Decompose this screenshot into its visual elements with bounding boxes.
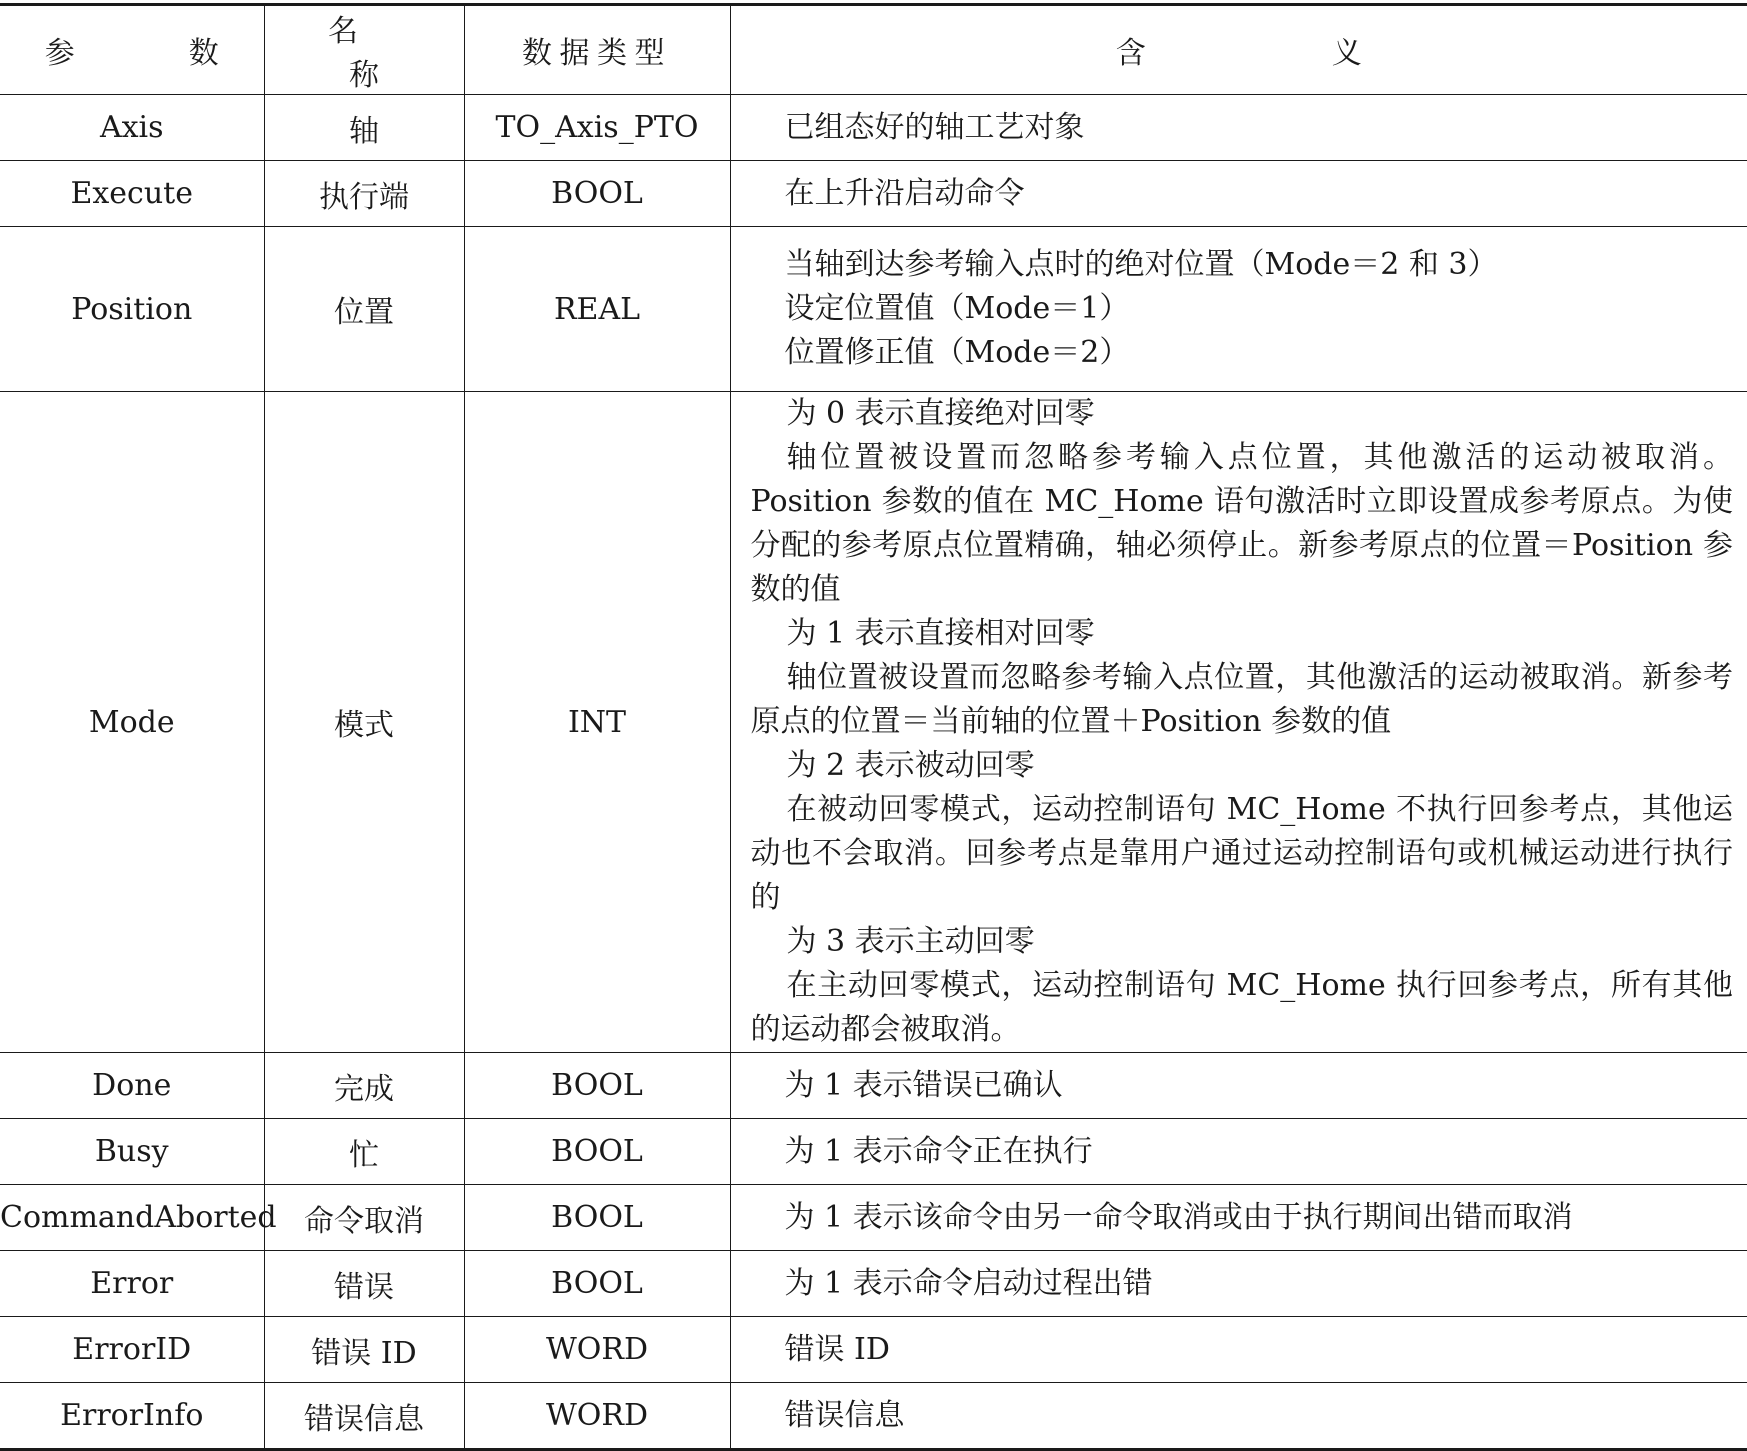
cell-meaning: 为 1 表示命令启动过程出错 [730, 1251, 1747, 1317]
cell-name: 命令取消 [264, 1185, 464, 1251]
cell-param: ErrorInfo [0, 1383, 264, 1450]
cell-type: INT [464, 392, 730, 1053]
cell-meaning: 为 1 表示命令正在执行 [730, 1119, 1747, 1185]
table-row [0, 227, 1747, 392]
table-row [0, 1119, 1747, 1185]
header-param: 参 数 [0, 5, 264, 95]
cell-type: REAL [464, 227, 730, 392]
cell-meaning: 为 1 表示错误已确认 [730, 1053, 1747, 1119]
cell-type: BOOL [464, 161, 730, 227]
cell-type: BOOL [464, 1185, 730, 1251]
cell-meaning: 当轴到达参考输入点时的绝对位置（Mode＝2 和 3） 设定位置值（Mode＝1） 位置修正值（Mode＝2） [730, 227, 1747, 392]
table-row [0, 1053, 1747, 1119]
mode-0-text: 轴位置被设置而忽略参考输入点位置，其他激活的运动被取消。Position 参数的值在 MC_Home 语句激活时立即设置成参考原点。为使分配的参考原点位置精确，轴必须停止。新参考原点的位置＝Position 参数的值 [750, 440, 1733, 607]
cell-param: Done [0, 1053, 264, 1119]
cell-param: Execute [0, 161, 264, 227]
mode-3-title: 为 3 表示主动回零 [786, 924, 1035, 959]
cell-type: WORD [464, 1383, 730, 1450]
cell-name: 模式 [264, 392, 464, 1053]
cell-type: TO_Axis_PTO [464, 95, 730, 161]
cell-param: Position [0, 227, 264, 392]
mode-3-text: 在主动回零模式，运动控制语句 MC_Home 执行回参考点，所有其他的运动都会被取消。 [750, 968, 1733, 1047]
cell-type: WORD [464, 1317, 730, 1383]
cell-type: BOOL [464, 1053, 730, 1119]
parameter-table [0, 3, 1747, 1451]
cell-param: Error [0, 1251, 264, 1317]
header-type: 数据类型 [464, 5, 730, 95]
cell-param: CommandAborted [0, 1185, 264, 1251]
cell-name: 执行端 [264, 161, 464, 227]
cell-name: 位置 [264, 227, 464, 392]
cell-meaning: 在上升沿启动命令 [730, 161, 1747, 227]
cell-meaning: 错误信息 [730, 1383, 1747, 1450]
table-row [0, 1317, 1747, 1383]
table-row [0, 392, 1747, 1053]
cell-name: 错误 [264, 1251, 464, 1317]
cell-param: Mode [0, 392, 264, 1053]
cell-meaning: 已组态好的轴工艺对象 [730, 95, 1747, 161]
cell-meaning: 错误 ID [730, 1317, 1747, 1383]
table-row [0, 1185, 1747, 1251]
mode-1-title: 为 1 表示直接相对回零 [786, 616, 1095, 651]
cell-meaning [730, 392, 1747, 1053]
table-row [0, 1251, 1747, 1317]
cell-meaning: 为 1 表示该命令由另一命令取消或由于执行期间出错而取消 [730, 1185, 1747, 1251]
table-row [0, 161, 1747, 227]
cell-name: 忙 [264, 1119, 464, 1185]
cell-param: Axis [0, 95, 264, 161]
table-row [0, 95, 1747, 161]
cell-param: Busy [0, 1119, 264, 1185]
cell-name: 轴 [264, 95, 464, 161]
cell-name: 错误 ID [264, 1317, 464, 1383]
header-row [0, 5, 1747, 95]
cell-name: 错误信息 [264, 1383, 464, 1450]
cell-name: 完成 [264, 1053, 464, 1119]
mode-1-text: 轴位置被设置而忽略参考输入点位置，其他激活的运动被取消。新参考原点的位置＝当前轴的位置＋Position 参数的值 [750, 660, 1733, 739]
mode-2-title: 为 2 表示被动回零 [786, 748, 1035, 783]
table-row [0, 1383, 1747, 1450]
header-name: 名 称 [264, 5, 464, 95]
header-meaning: 含 义 [730, 5, 1747, 95]
mode-2-text: 在被动回零模式，运动控制语句 MC_Home 不执行回参考点，其他运动也不会取消。回参考点是靠用户通过运动控制语句或机械运动进行执行的 [750, 792, 1733, 915]
mode-0-title: 为 0 表示直接绝对回零 [786, 396, 1095, 431]
cell-type: BOOL [464, 1119, 730, 1185]
cell-type: BOOL [464, 1251, 730, 1317]
cell-param: ErrorID [0, 1317, 264, 1383]
